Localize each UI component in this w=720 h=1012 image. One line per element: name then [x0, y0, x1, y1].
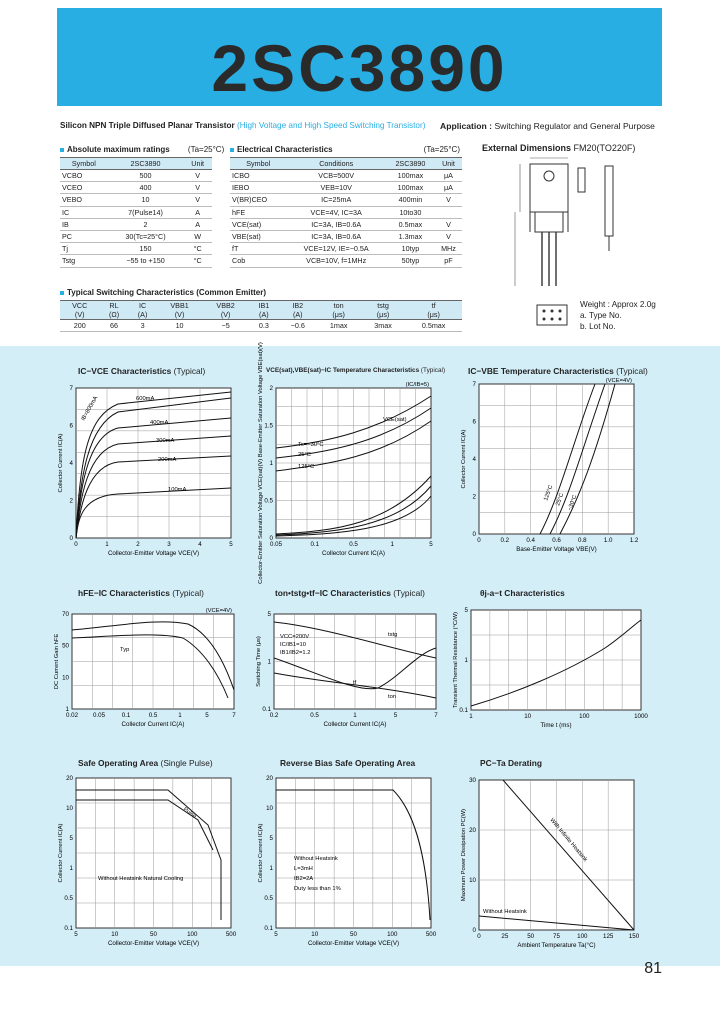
elec-row	[230, 218, 462, 230]
ext-note-a: a. Type No.	[580, 311, 622, 320]
elec-cell: Cob	[230, 255, 286, 267]
elec-row	[230, 182, 462, 194]
abs-max-cell: A	[183, 218, 212, 230]
x-axis-label: Collector Current IC(A)	[323, 721, 387, 728]
curve-label: L=3mH	[294, 866, 313, 872]
x-tick-label: 0.1	[310, 541, 320, 548]
chart-title-8: Reverse Bias Safe Operating Area	[280, 758, 416, 768]
abs-max-cell: VEBO	[60, 194, 108, 206]
curve-label: Without Heatsink Natural Cooling	[98, 876, 184, 882]
curve-label: IB2=2A	[294, 876, 314, 882]
x-tick-label: 50	[350, 931, 357, 938]
abs-max-table	[60, 157, 212, 268]
x-tick-label: 10	[311, 931, 319, 938]
y-tick-label: 1	[269, 865, 273, 872]
abs-max-cell: IC	[60, 206, 108, 218]
y-tick-label: 10	[469, 877, 476, 884]
abs-max-cell: °C	[183, 255, 212, 267]
y-tick-label: 1	[69, 865, 73, 872]
abs-max-cell: Tj	[60, 243, 108, 255]
elec-cell: 100max	[386, 182, 435, 194]
elec-cell: V	[435, 218, 462, 230]
curve-label: Pulse	[181, 806, 198, 820]
y-tick-label: 2	[269, 385, 273, 392]
elec-row	[230, 230, 462, 242]
chart-title-2: VCE(sat),VBE(sat)−IC Temperature Characteristics (Typical)	[266, 367, 446, 374]
y-tick-label: 20	[66, 775, 73, 782]
y-axis-label: Transient Thermal Resistance (°C/W)	[453, 611, 459, 709]
x-axis-label: Collector-Emitter Voltage VCE(V)	[107, 550, 200, 557]
page-number: 81	[644, 960, 662, 977]
x-tick-label: 4	[198, 541, 202, 548]
abs-max-cell: W	[183, 230, 212, 242]
y-tick-label: 4	[69, 460, 73, 467]
abs-max-cell: V	[183, 194, 212, 206]
y-tick-label: 0	[472, 927, 476, 934]
abs-max-cell: 500	[108, 170, 184, 182]
curve-label: 600mA	[136, 396, 155, 402]
curve-label: IC/IB1=10	[280, 642, 306, 648]
switching-header: ton (μs)	[316, 301, 360, 320]
y-tick-label: 5	[69, 835, 73, 842]
curve-label: 100mA	[168, 487, 187, 493]
x-tick-label: 125	[603, 933, 614, 940]
elec-header: Conditions	[286, 158, 386, 170]
elec-row	[230, 206, 462, 218]
y-tick-label: 6	[472, 418, 476, 426]
y-tick-label: 5	[267, 611, 271, 618]
x-tick-label: 1	[390, 541, 394, 548]
curve-label: 125°C	[298, 464, 315, 470]
abs-max-cell: 2	[108, 218, 184, 230]
x-tick-label: 10	[111, 931, 119, 938]
y-tick-label: 0.5	[264, 497, 273, 505]
curve-label: Without Heatsink	[483, 909, 527, 915]
x-tick-label: 1	[178, 712, 182, 719]
elec-cell: IC=3A, IB=0.6A	[286, 218, 386, 230]
elec-title: Electrical Characteristics	[237, 145, 333, 154]
y-tick-label: 0	[269, 535, 273, 542]
elec-cell: V	[435, 230, 462, 242]
y-tick-label: 20	[266, 775, 273, 782]
abs-max-cell: 7(Pulse14)	[108, 206, 184, 218]
y-tick-label: 0.1	[64, 925, 73, 932]
chart-title-6: θj-a−t Characteristics	[480, 588, 565, 598]
switching-header: VBB1 (V)	[157, 301, 203, 320]
switching-cell: 200	[60, 320, 99, 332]
elec-cell: 400min	[386, 194, 435, 206]
switching-heading	[60, 288, 266, 297]
elec-cell: VEB=10V	[286, 182, 386, 194]
x-tick-label: 0.02	[65, 712, 79, 719]
curve-label: ton	[388, 694, 397, 700]
y-tick-label: 10	[266, 805, 273, 812]
y-tick-label: 10	[66, 805, 73, 812]
y-axis-label: Maximum Power Dissipation PC(W)	[461, 808, 467, 902]
chart-ic-vbe	[455, 376, 640, 558]
y-tick-label: 0	[69, 535, 73, 542]
x-tick-label: 0.6	[552, 537, 561, 544]
elec-cell	[435, 206, 462, 218]
x-tick-label: 500	[225, 931, 237, 938]
y-tick-label: 0.1	[264, 925, 273, 932]
abs-max-cell: −55 to +150	[108, 255, 184, 267]
curve-label: 400mA	[150, 420, 169, 426]
chart-title-5: ton•tstg•tf−IC Characteristics (Typical)	[275, 588, 425, 598]
elec-cell: 1.3max	[386, 230, 435, 242]
x-tick-label: 0.2	[269, 712, 279, 719]
elec-cell: IC=3A, IB=0.6A	[286, 230, 386, 242]
elec-header: Symbol	[230, 158, 286, 170]
curve-label: 25°C	[298, 452, 311, 458]
elec-cell: ICBO	[230, 170, 286, 182]
elec-cell: VCE=4V, IC=3A	[286, 206, 386, 218]
x-axis-label: Collector Current IC(A)	[121, 721, 185, 728]
bullet-icon	[60, 148, 64, 152]
abs-max-cell: VCBO	[60, 170, 108, 182]
y-tick-label: 1	[65, 706, 69, 713]
elec-cell: 50typ	[386, 255, 435, 267]
y-tick-label: 6	[69, 422, 73, 430]
y-tick-label: 2	[69, 497, 73, 505]
elec-cell: IEBO	[230, 182, 286, 194]
switching-header: RL (Ω)	[99, 301, 128, 320]
x-tick-label: 3	[167, 541, 171, 548]
switching-header: tf (μs)	[405, 301, 462, 320]
elec-cell: 10to30	[386, 206, 435, 218]
abs-max-row	[60, 170, 212, 182]
x-tick-label: 100	[187, 931, 198, 938]
x-tick-label: 500	[425, 931, 437, 938]
x-tick-label: 0.5	[349, 541, 358, 548]
switching-header: VCC (V)	[60, 301, 99, 320]
description-line	[60, 121, 425, 130]
ext-weight: Weight : Approx 2.0g	[580, 300, 656, 309]
x-tick-label: 100	[579, 713, 590, 720]
ext-note-b: b. Lot No.	[580, 322, 616, 331]
x-tick-label: 25	[501, 933, 509, 940]
switching-cell: −5	[203, 320, 249, 332]
x-tick-label: 5	[74, 931, 78, 938]
part-number-title: 2SC3890	[211, 31, 508, 105]
abs-max-cell: IB	[60, 218, 108, 230]
chart-title-3: IC−VBE Temperature Characteristics (Typical)	[468, 366, 648, 376]
y-axis-label: Collector-Emitter Saturation Voltage VCE(sat)(V) Base-Emitter Saturation Voltage VBE(sat)(V)	[258, 342, 264, 584]
abs-max-cell: PC	[60, 230, 108, 242]
x-axis-label: Ambient Temperature Ta(°C)	[517, 942, 596, 949]
x-tick-label: 0	[74, 541, 78, 548]
bullet-icon	[60, 291, 64, 295]
x-tick-label: 5	[205, 712, 209, 719]
abs-max-header: Symbol	[60, 158, 108, 170]
x-axis-label: Collector-Emitter Voltage VCE(V)	[307, 940, 400, 947]
y-tick-label: 0.5	[264, 895, 273, 902]
x-axis-label: Collector Current IC(A)	[322, 550, 385, 557]
elec-cell: MHz	[435, 243, 462, 255]
switching-header: IB2 (A)	[279, 301, 316, 320]
elec-cell: hFE	[230, 206, 286, 218]
switching-header: VBB2 (V)	[203, 301, 249, 320]
switching-cell: 10	[157, 320, 203, 332]
x-tick-label: 0.8	[578, 537, 587, 544]
curve-label: 200mA	[158, 457, 177, 463]
chart-condition: (VCE=4V)	[605, 378, 632, 384]
x-axis-label: Base-Emitter Voltage VBE(V)	[516, 546, 597, 553]
abs-max-row	[60, 206, 212, 218]
switching-table	[60, 300, 462, 332]
elec-cell: V	[435, 194, 462, 206]
abs-max-heading	[60, 145, 224, 154]
abs-max-cell: Tstg	[60, 255, 108, 267]
abs-max-cell: V	[183, 170, 212, 182]
chart-thermal	[453, 598, 648, 729]
curve-label: Typ	[120, 647, 130, 653]
abs-max-cell: °C	[183, 243, 212, 255]
y-tick-label: 7	[69, 385, 73, 392]
x-tick-label: 50	[527, 933, 535, 940]
chart-condition: (VCE=4V)	[205, 608, 232, 614]
x-tick-label: 10	[524, 713, 532, 720]
y-axis-label: Collector Current IC(A)	[58, 823, 64, 883]
abs-max-cell: 150	[108, 243, 184, 255]
elec-cell: μA	[435, 170, 462, 182]
abs-max-header: Unit	[183, 158, 212, 170]
elec-row	[230, 194, 462, 206]
curve-label: Without Heatsink	[294, 856, 338, 862]
chart-soa	[58, 770, 243, 950]
abs-max-row	[60, 243, 212, 255]
abs-max-row	[60, 230, 212, 242]
y-tick-label: 5	[464, 607, 468, 614]
x-tick-label: 100	[387, 931, 398, 938]
x-tick-label: 0.2	[500, 537, 510, 544]
x-tick-label: 5	[229, 541, 233, 548]
x-tick-label: 1	[105, 541, 109, 548]
x-tick-label: 1.2	[629, 537, 639, 544]
y-tick-label: 1	[464, 657, 468, 664]
elec-cell: VCE(sat)	[230, 218, 286, 230]
curve-label: 125°C	[543, 484, 555, 502]
x-tick-label: 0.1	[121, 712, 131, 719]
y-tick-label: 0	[472, 531, 476, 538]
switching-cell: 3	[129, 320, 157, 332]
abs-max-cell: 30(Tc=25°C)	[108, 230, 184, 242]
y-axis-label: Collector Current IC(A)	[461, 429, 467, 489]
elec-cell: fT	[230, 243, 286, 255]
y-tick-label: 2	[472, 493, 476, 501]
elec-table	[230, 157, 462, 268]
curve-label: IB=800mA	[80, 395, 100, 422]
ext-package: FM20(TO220F)	[573, 143, 636, 153]
description-main: Silicon NPN Triple Diffused Planar Transistor	[60, 121, 235, 130]
curve-label: With Infinite Heatsink	[548, 817, 589, 863]
curve-label: Tc=−30°C	[298, 442, 324, 448]
y-axis-label: Switching Time (μs)	[256, 636, 262, 687]
chart-title-1: IC−VCE Characteristics (Typical)	[78, 366, 206, 376]
abs-max-title: Absolute maximum ratings	[67, 145, 170, 154]
y-tick-label: 0.1	[262, 706, 271, 713]
elec-header: 2SC3890	[386, 158, 435, 170]
abs-max-header: 2SC3890	[108, 158, 184, 170]
switching-title: Typical Switching Characteristics (Common Emitter)	[67, 288, 267, 297]
switching-header: tstg (μs)	[361, 301, 405, 320]
x-tick-label: 0	[477, 933, 481, 940]
elec-cell: VCB=500V	[286, 170, 386, 182]
x-tick-label: 1	[353, 712, 357, 719]
switching-cell: 3max	[361, 320, 405, 332]
ext-heading	[482, 143, 635, 153]
y-tick-label: 1	[269, 460, 273, 467]
x-axis-label: Collector-Emitter Voltage VCE(V)	[107, 940, 200, 947]
abs-max-row	[60, 255, 212, 267]
y-tick-label: 50	[62, 642, 69, 650]
elec-header: Unit	[435, 158, 462, 170]
chart-title-7: Safe Operating Area (Single Pulse)	[78, 758, 213, 768]
marking-drawing	[536, 304, 570, 326]
elec-cell: 10typ	[386, 243, 435, 255]
elec-cell: V(BR)CEO	[230, 194, 286, 206]
chart-condition: (IC/IB=5)	[405, 382, 429, 388]
ext-notes	[580, 299, 656, 332]
y-axis-label: DC Current Gain hFE	[54, 633, 60, 690]
elec-cell: VCE=12V, IE=−0.5A	[286, 243, 386, 255]
x-tick-label: 0	[477, 537, 481, 544]
abs-max-row	[60, 218, 212, 230]
x-tick-label: 0.5	[148, 712, 158, 719]
curve-label: VCE(sat)	[383, 417, 407, 423]
elec-row	[230, 170, 462, 182]
y-axis-label: Collector Current IC(A)	[258, 823, 264, 883]
elec-cond: (Ta=25°C)	[423, 145, 460, 154]
x-tick-label: 2	[136, 541, 140, 548]
abs-max-cell: V	[183, 182, 212, 194]
curve-label: tf	[353, 680, 357, 686]
application-line	[440, 121, 655, 131]
curve-label: 300mA	[156, 438, 175, 444]
chart-hfe-ic	[54, 598, 243, 728]
chart-pc-ta	[455, 770, 640, 950]
x-tick-label: 7	[434, 712, 438, 719]
elec-cell: VCB=10V, f=1MHz	[286, 255, 386, 267]
x-tick-label: 0.5	[310, 712, 319, 719]
elec-cell: 0.5max	[386, 218, 435, 230]
switching-header: IB1 (A)	[249, 301, 279, 320]
elec-cell: μA	[435, 182, 462, 194]
x-tick-label: 0.4	[526, 537, 535, 544]
x-tick-label: 5	[429, 541, 433, 548]
y-tick-label: 4	[472, 456, 476, 463]
curve-label: tstg	[388, 632, 398, 638]
y-tick-label: 70	[62, 611, 69, 618]
switching-cell: 66	[99, 320, 128, 332]
plot-area	[76, 388, 231, 538]
elec-row	[230, 255, 462, 267]
switching-cell: 0.3	[249, 320, 279, 332]
y-tick-label: 0.5	[64, 895, 73, 902]
y-tick-label: 1	[267, 658, 271, 666]
y-tick-label: 30	[469, 777, 476, 784]
y-tick-label: 20	[469, 827, 476, 834]
application-label: Application :	[440, 121, 493, 131]
chart-rbsoa	[258, 770, 443, 950]
curve-label: VCC=200V	[280, 634, 310, 640]
y-tick-label: 7	[472, 381, 476, 388]
x-tick-label: 7	[232, 712, 236, 719]
curve-label: IB1/IB2=1.2	[280, 650, 311, 656]
x-tick-label: 5	[274, 931, 278, 938]
y-tick-label: 5	[269, 835, 273, 842]
chart-switching-time	[258, 598, 443, 726]
elec-cell: IC=25mA	[286, 194, 386, 206]
y-tick-label: 0.1	[459, 707, 468, 714]
x-tick-label: 1000	[634, 713, 648, 720]
switching-cell: −0.6	[279, 320, 316, 332]
chart-ic-vce	[58, 376, 243, 558]
description-paren: (High Voltage and High Speed Switching Transistor)	[237, 121, 426, 130]
x-tick-label: 1	[469, 713, 473, 720]
elec-cell: VBE(sat)	[230, 230, 286, 242]
y-tick-label: 1.5	[264, 422, 273, 430]
x-tick-label: 1.0	[603, 537, 613, 544]
x-tick-label: 0.05	[92, 712, 106, 719]
x-tick-label: 100	[577, 933, 588, 940]
y-tick-label: 10	[62, 674, 69, 682]
abs-max-cond: (Ta=25°C)	[187, 145, 225, 154]
abs-max-row	[60, 194, 212, 206]
abs-max-row	[60, 182, 212, 194]
elec-cell: 100max	[386, 170, 435, 182]
curve-label: 25°C	[555, 492, 566, 507]
abs-max-cell: A	[183, 206, 212, 218]
switching-cell: 0.5max	[405, 320, 462, 332]
bullet-icon	[230, 148, 234, 152]
abs-max-cell: 10	[108, 194, 184, 206]
chart-title-9: PC−Ta Derating	[480, 758, 542, 768]
abs-max-cell: 400	[108, 182, 184, 194]
curve-label: −30°C	[567, 494, 579, 512]
x-tick-label: 75	[553, 933, 560, 940]
elec-heading	[230, 145, 462, 154]
ext-title: External Dimensions	[482, 143, 572, 153]
abs-max-cell: VCEO	[60, 182, 108, 194]
switching-cell: 1max	[316, 320, 360, 332]
curve-label: Duty less than 1%	[294, 886, 341, 892]
elec-row	[230, 243, 462, 255]
package-drawing	[490, 156, 665, 296]
switching-header: IC (A)	[129, 301, 157, 320]
title-banner	[57, 8, 662, 106]
x-tick-label: 5	[393, 712, 398, 719]
x-tick-label: 0.05	[269, 541, 283, 548]
elec-cell: pF	[435, 255, 462, 267]
x-tick-label: 150	[628, 933, 640, 940]
y-axis-label: Collector Current IC(A)	[58, 433, 64, 493]
x-tick-label: 50	[150, 931, 157, 938]
chart-title-4: hFE−IC Characteristics (Typical)	[78, 588, 204, 598]
x-axis-label: Time t (ms)	[540, 722, 572, 729]
application-text: Switching Regulator and General Purpose	[494, 121, 655, 131]
